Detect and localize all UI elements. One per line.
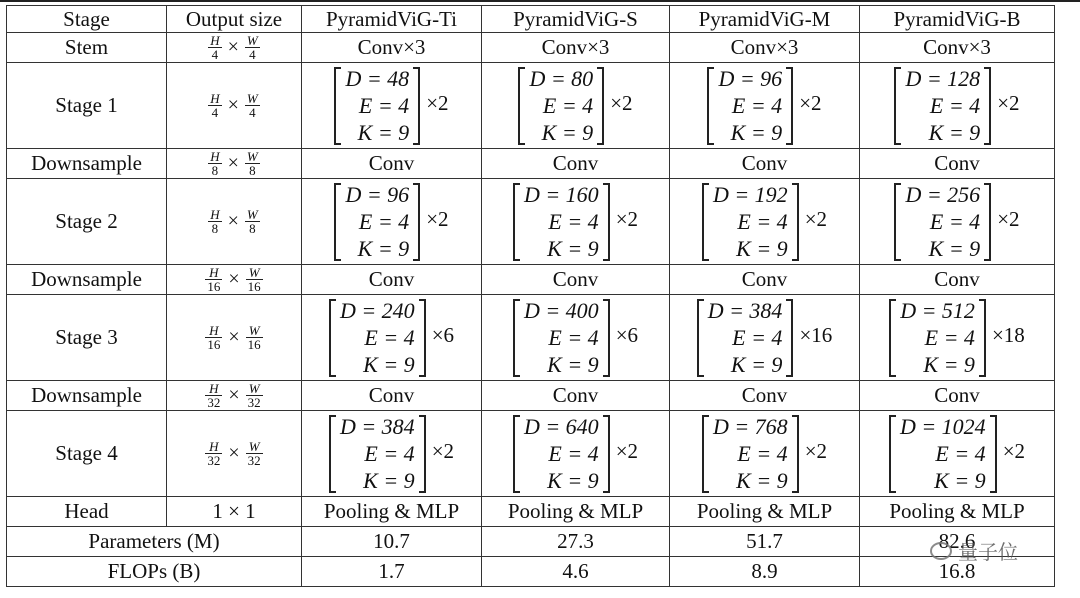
neighbors-k: K = 9 (357, 120, 410, 145)
row-label: Stage 4 (7, 411, 167, 497)
left-bracket (894, 183, 901, 261)
expansion-e: E = 4 (548, 325, 599, 350)
stage-config-cell (302, 63, 482, 149)
output-size-cell (167, 265, 302, 295)
times-symbol: × (228, 268, 240, 291)
value-cell: 10.7 (302, 527, 482, 557)
col-stage: Stage (7, 6, 167, 33)
dim-d: D = 80 (529, 66, 594, 91)
left-bracket (513, 415, 520, 493)
left-bracket (702, 183, 709, 261)
config-matrix (334, 181, 420, 262)
stage-config-cell (482, 179, 670, 265)
neighbors-k: K = 9 (363, 352, 415, 377)
config-matrix (329, 297, 426, 378)
matrix-rows (520, 181, 603, 262)
left-bracket (697, 299, 704, 377)
stage-row (7, 63, 1055, 149)
model-cell: Conv (482, 265, 670, 295)
matrix-rows (704, 297, 787, 378)
output-size-cell (167, 381, 302, 411)
stage-config-cell (302, 411, 482, 497)
expansion-e: E = 4 (737, 441, 788, 466)
block-multiplier: ×2 (997, 91, 1020, 116)
neighbors-k: K = 9 (923, 352, 975, 377)
right-bracket (413, 183, 420, 261)
row-label: Parameters (M) (7, 527, 302, 557)
model-cell: Conv (302, 381, 482, 411)
config-matrix (889, 297, 986, 378)
frac-num: W (246, 91, 258, 107)
block-multiplier: ×2 (804, 439, 828, 464)
fraction-h (208, 208, 221, 235)
output-size-cell (167, 33, 302, 63)
stage-config-cell (670, 179, 860, 265)
times-symbol: × (227, 36, 239, 59)
model-cell: Pooling & MLP (482, 497, 670, 527)
fraction-h (208, 34, 221, 61)
output-size-cell (167, 179, 302, 265)
right-bracket (792, 415, 799, 493)
frac-num: H (205, 324, 222, 338)
dim-d: D = 768 (712, 414, 788, 439)
value-cell: 16.8 (860, 557, 1055, 587)
model-cell: Conv (860, 265, 1055, 295)
value-cell: 8.9 (670, 557, 860, 587)
frac-num: W (246, 33, 258, 49)
stage-row (7, 295, 1055, 381)
dim-d: D = 1024 (899, 414, 986, 439)
frac-num: W (246, 440, 263, 454)
right-bracket (984, 67, 991, 145)
left-bracket (329, 299, 336, 377)
fraction-w (245, 92, 260, 119)
frac-num: W (246, 382, 263, 396)
frac-num: W (246, 207, 258, 223)
block-multiplier: ×2 (615, 439, 639, 464)
config-matrix (894, 65, 991, 146)
value-cell: 1.7 (302, 557, 482, 587)
downsample-row (7, 265, 1055, 295)
expansion-e: E = 4 (364, 441, 415, 466)
block-multiplier: ×2 (799, 91, 822, 116)
matrix-rows (901, 65, 984, 146)
fraction-h (208, 150, 221, 177)
dim-d: D = 96 (718, 66, 783, 91)
expansion-e: E = 4 (929, 209, 981, 234)
fraction-w (245, 150, 260, 177)
config-matrix (334, 65, 420, 146)
dim-d: D = 400 (523, 298, 599, 323)
left-bracket (702, 415, 709, 493)
block-multiplier: ×16 (799, 323, 833, 348)
config-matrix (518, 65, 604, 146)
stage-config-cell (302, 179, 482, 265)
frac-den: 32 (247, 395, 261, 411)
row-label: Head (7, 497, 167, 527)
expansion-e: E = 4 (542, 93, 594, 118)
matrix-rows (901, 181, 984, 262)
matrix-rows (520, 413, 603, 494)
frac-num: H (205, 382, 222, 396)
header-row (7, 6, 1055, 33)
expansion-e: E = 4 (548, 441, 599, 466)
row-label: Downsample (7, 149, 167, 179)
expansion-e: E = 4 (548, 209, 599, 234)
right-bracket (419, 299, 426, 377)
output-size-cell (167, 63, 302, 149)
stage-config-cell (670, 295, 860, 381)
frac-num: W (246, 149, 258, 165)
model-cell: Conv (670, 149, 860, 179)
left-bracket (513, 299, 520, 377)
fraction-h (205, 266, 222, 293)
fraction-w (245, 208, 260, 235)
model-cell: Conv (860, 381, 1055, 411)
value-cell: 82.6 (860, 527, 1055, 557)
frac-num: H (210, 91, 220, 107)
neighbors-k: K = 9 (730, 352, 783, 377)
wechat-icon (930, 542, 952, 560)
dim-d: D = 256 (905, 182, 981, 207)
frac-den: 32 (207, 395, 221, 411)
model-cell: Conv (670, 381, 860, 411)
model-cell: Conv×3 (302, 33, 482, 63)
model-cell: Conv (302, 149, 482, 179)
expansion-e: E = 4 (929, 93, 981, 118)
fraction-h (205, 382, 222, 409)
neighbors-k: K = 9 (547, 352, 599, 377)
config-matrix (889, 413, 997, 494)
times-symbol: × (228, 384, 240, 407)
stage-config-cell (860, 63, 1055, 149)
matrix-rows (896, 413, 990, 494)
stage-config-cell (860, 295, 1055, 381)
frac-num: W (246, 324, 263, 338)
frac-den: 16 (207, 279, 221, 295)
dim-d: D = 384 (339, 414, 415, 439)
model-cell: Conv (860, 149, 1055, 179)
stage-config-cell (860, 411, 1055, 497)
model-cell: Pooling & MLP (860, 497, 1055, 527)
block-multiplier: ×2 (426, 207, 449, 232)
expansion-e: E = 4 (364, 325, 415, 350)
block-multiplier: ×2 (1002, 439, 1026, 464)
neighbors-k: K = 9 (363, 468, 415, 493)
left-bracket (894, 67, 901, 145)
block-multiplier: ×6 (615, 323, 639, 348)
frac-den: 16 (247, 279, 261, 295)
block-multiplier: ×2 (610, 91, 633, 116)
block-multiplier: ×2 (615, 207, 639, 232)
frac-den: 4 (211, 47, 219, 63)
flops-row (7, 557, 1055, 587)
model-cell: Conv (670, 265, 860, 295)
downsample-row (7, 149, 1055, 179)
matrix-rows (709, 181, 792, 262)
expansion-e: E = 4 (732, 325, 783, 350)
neighbors-k: K = 9 (928, 236, 981, 261)
frac-den: 4 (249, 105, 256, 121)
row-label: FLOPs (B) (7, 557, 302, 587)
head-row (7, 497, 1055, 527)
frac-num: H (210, 149, 220, 165)
row-label: Stage 1 (7, 63, 167, 149)
right-bracket (984, 183, 991, 261)
model-cell: Pooling & MLP (670, 497, 860, 527)
dim-d: D = 640 (523, 414, 599, 439)
row-label: Downsample (7, 381, 167, 411)
config-matrix (702, 181, 799, 262)
config-matrix (697, 297, 794, 378)
frac-den: 4 (211, 105, 219, 121)
value-cell: 27.3 (482, 527, 670, 557)
output-size-cell (167, 149, 302, 179)
stage-row (7, 411, 1055, 497)
matrix-rows (341, 181, 413, 262)
config-matrix (329, 413, 426, 494)
dim-d: D = 96 (345, 182, 410, 207)
left-bracket (334, 183, 341, 261)
model-cell: Conv (482, 381, 670, 411)
neighbors-k: K = 9 (547, 236, 599, 261)
left-bracket (889, 415, 896, 493)
watermark (930, 536, 1018, 565)
neighbors-k: K = 9 (736, 468, 788, 493)
left-bracket (329, 415, 336, 493)
stem-row (7, 33, 1055, 63)
fraction-h (205, 324, 222, 351)
parameters-row (7, 527, 1055, 557)
left-bracket (518, 67, 525, 145)
right-bracket (419, 415, 426, 493)
stage-config-cell (302, 295, 482, 381)
row-label: Downsample (7, 265, 167, 295)
row-label: Stem (7, 33, 167, 63)
frac-den: 8 (249, 163, 256, 179)
neighbors-k: K = 9 (547, 468, 599, 493)
dim-d: D = 240 (339, 298, 415, 323)
matrix-rows (896, 297, 979, 378)
architecture-table (6, 5, 1055, 587)
model-cell: Conv×3 (670, 33, 860, 63)
expansion-e: E = 4 (358, 209, 410, 234)
frac-num: H (210, 33, 220, 49)
col-output-size: Output size (167, 6, 302, 33)
fraction-h (208, 92, 221, 119)
left-bracket (334, 67, 341, 145)
config-matrix (702, 413, 799, 494)
neighbors-k: K = 9 (541, 120, 594, 145)
right-bracket (786, 299, 793, 377)
config-matrix (707, 65, 793, 146)
block-multiplier: ×2 (997, 207, 1020, 232)
left-bracket (513, 183, 520, 261)
frac-den: 4 (249, 47, 256, 63)
col-pyramidvig-ti: PyramidViG-Ti (302, 6, 482, 33)
col-pyramidvig-m: PyramidViG-M (670, 6, 860, 33)
right-bracket (603, 415, 610, 493)
col-pyramidvig-b: PyramidViG-B (860, 6, 1055, 33)
value-cell: 51.7 (670, 527, 860, 557)
matrix-rows (336, 297, 419, 378)
fraction-h (205, 440, 222, 467)
neighbors-k: K = 9 (928, 120, 981, 145)
block-multiplier: ×6 (431, 323, 455, 348)
downsample-row (7, 381, 1055, 411)
watermark-text: 量子位 (958, 540, 1018, 564)
times-symbol: × (227, 210, 239, 233)
col-pyramidvig-s: PyramidViG-S (482, 6, 670, 33)
block-multiplier: ×2 (804, 207, 828, 232)
expansion-e: E = 4 (935, 441, 986, 466)
fraction-w (246, 324, 263, 351)
times-symbol: × (227, 152, 239, 175)
right-bracket (603, 183, 610, 261)
frac-den: 8 (249, 221, 256, 237)
stage-row (7, 179, 1055, 265)
left-bracket (707, 67, 714, 145)
right-bracket (792, 183, 799, 261)
times-symbol: × (228, 442, 240, 465)
frac-den: 8 (211, 221, 219, 237)
frac-den: 16 (207, 337, 221, 353)
dim-d: D = 160 (523, 182, 599, 207)
block-multiplier: ×2 (426, 91, 449, 116)
config-matrix (513, 413, 610, 494)
config-matrix (513, 181, 610, 262)
fraction-w (246, 266, 263, 293)
expansion-e: E = 4 (731, 93, 783, 118)
block-multiplier: ×2 (431, 439, 455, 464)
expansion-e: E = 4 (358, 93, 410, 118)
dim-d: D = 512 (900, 298, 975, 323)
right-bracket (786, 67, 793, 145)
dim-d: D = 192 (712, 182, 788, 207)
times-symbol: × (228, 326, 240, 349)
right-bracket (603, 299, 610, 377)
frac-num: H (210, 207, 220, 223)
frac-num: W (246, 266, 263, 280)
matrix-rows (525, 65, 597, 146)
model-cell: Conv (482, 149, 670, 179)
times-symbol: × (227, 94, 239, 117)
neighbors-k: K = 9 (357, 236, 410, 261)
output-size-cell (167, 295, 302, 381)
stage-config-cell (670, 63, 860, 149)
frac-den: 8 (211, 163, 219, 179)
stage-config-cell (482, 295, 670, 381)
frac-den: 16 (247, 337, 261, 353)
frac-den: 32 (247, 453, 261, 469)
stage-config-cell (670, 411, 860, 497)
frac-num: H (205, 266, 222, 280)
row-label: Stage 3 (7, 295, 167, 381)
matrix-rows (520, 297, 603, 378)
dim-d: D = 128 (905, 66, 981, 91)
left-bracket (889, 299, 896, 377)
matrix-rows (709, 413, 792, 494)
output-size-cell (167, 411, 302, 497)
model-cell: Conv (302, 265, 482, 295)
row-label: Stage 2 (7, 179, 167, 265)
block-multiplier: ×18 (991, 323, 1025, 348)
right-bracket (990, 415, 997, 493)
dim-d: D = 384 (707, 298, 783, 323)
model-cell: Conv×3 (482, 33, 670, 63)
output-size-cell: 1 × 1 (167, 497, 302, 527)
dim-d: D = 48 (345, 66, 410, 91)
model-cell: Conv×3 (860, 33, 1055, 63)
fraction-w (246, 440, 263, 467)
right-bracket (979, 299, 986, 377)
frac-den: 32 (207, 453, 221, 469)
frac-num: H (205, 440, 222, 454)
config-matrix (513, 297, 610, 378)
value-cell: 4.6 (482, 557, 670, 587)
neighbors-k: K = 9 (736, 236, 788, 261)
config-matrix (894, 181, 991, 262)
neighbors-k: K = 9 (730, 120, 783, 145)
right-bracket (597, 67, 604, 145)
matrix-rows (341, 65, 413, 146)
matrix-rows (336, 413, 419, 494)
stage-config-cell (482, 63, 670, 149)
expansion-e: E = 4 (924, 325, 975, 350)
expansion-e: E = 4 (737, 209, 788, 234)
model-cell: Pooling & MLP (302, 497, 482, 527)
neighbors-k: K = 9 (934, 468, 986, 493)
right-bracket (413, 67, 420, 145)
stage-config-cell (860, 179, 1055, 265)
fraction-w (246, 382, 263, 409)
fraction-w (245, 34, 260, 61)
stage-config-cell (482, 411, 670, 497)
matrix-rows (714, 65, 786, 146)
